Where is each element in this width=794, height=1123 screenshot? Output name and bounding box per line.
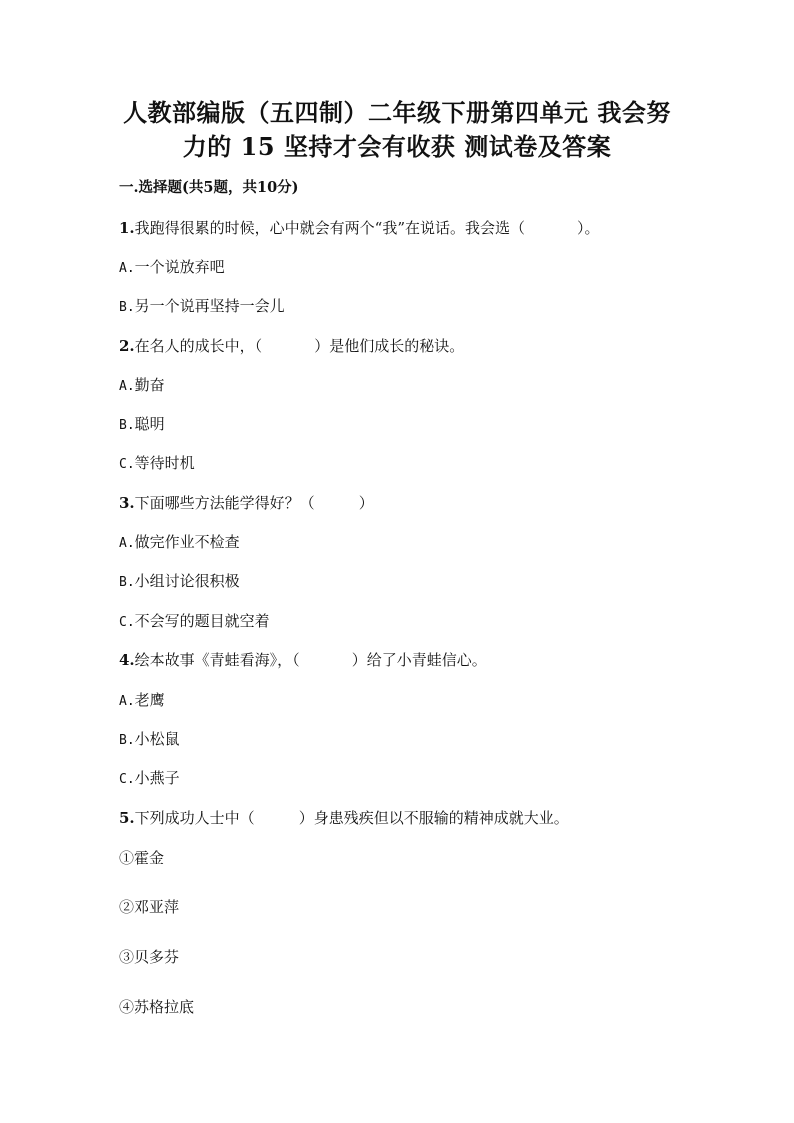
option-letter: B. — [119, 575, 135, 590]
option-text: 不会写的题目就空着 — [134, 612, 270, 630]
option-4c — [119, 768, 180, 790]
option-3b — [119, 571, 240, 593]
question-number: 4. — [119, 651, 135, 669]
option-letter: A. — [119, 694, 135, 709]
question-3 — [119, 493, 374, 513]
question-text: 下列成功人士中（ — [134, 809, 255, 827]
question-text: 我跑得很累的时候，心中就会有两个“我”在说话。我会选（ — [134, 219, 526, 237]
section-heading: 一.选择题(共5题，共10分) — [119, 179, 299, 196]
question-2 — [119, 336, 464, 356]
question-text: 下面哪些方法能学得好？（ — [134, 494, 315, 512]
question-number: 2. — [119, 337, 135, 355]
question-text-end: ）。 — [577, 219, 600, 237]
option-text: 聪明 — [134, 415, 165, 433]
question-4 — [119, 650, 487, 670]
option-text: 勤奋 — [134, 376, 165, 394]
question-text-end: ）是他们成长的秘诀。 — [314, 337, 465, 355]
question-text: 绘本故事《青蛙看海》，（ — [134, 651, 300, 669]
option-text: 小松鼠 — [134, 730, 180, 748]
option-text: 做完作业不检查 — [134, 533, 240, 551]
option-letter: B. — [119, 300, 135, 315]
option-letter: A. — [119, 536, 135, 551]
option-letter: B. — [119, 418, 135, 433]
option-letter: C. — [119, 615, 135, 630]
item-5-3: ③贝多芬 — [119, 948, 180, 966]
question-text-end: ）给了小青蛙信心。 — [351, 651, 487, 669]
option-letter: A. — [119, 379, 135, 394]
question-text-end: ） — [358, 494, 374, 512]
option-4b — [119, 729, 180, 751]
option-1b — [119, 296, 285, 318]
question-number: 5. — [119, 809, 135, 827]
question-number: 3. — [119, 494, 135, 512]
item-5-4: ④苏格拉底 — [119, 998, 195, 1016]
option-text: 一个说放弃吧 — [134, 258, 225, 276]
option-text: 老鹰 — [134, 691, 165, 709]
option-2c — [119, 453, 195, 475]
option-text: 等待时机 — [134, 454, 195, 472]
option-text: 另一个说再坚持一会儿 — [134, 297, 285, 315]
document-title-line-1: 人教部编版（五四制）二年级下册第四单元 我会努 — [123, 98, 671, 127]
option-text: 小组讨论很积极 — [134, 572, 240, 590]
question-5 — [119, 808, 569, 828]
question-text-end: ）身患残疾但以不服输的精神成就大业。 — [298, 809, 569, 827]
item-5-1: ①霍金 — [119, 849, 165, 867]
question-1 — [119, 218, 600, 238]
item-5-2: ②邓亚萍 — [119, 898, 180, 916]
option-2a — [119, 375, 165, 397]
option-3a — [119, 532, 240, 554]
option-3c — [119, 611, 270, 633]
option-1a — [119, 257, 225, 279]
document-title-line-2: 力的 15 坚持才会有收获 测试卷及答案 — [182, 132, 612, 161]
option-2b — [119, 414, 165, 436]
option-letter: A. — [119, 261, 135, 276]
option-4a — [119, 690, 165, 712]
option-letter: B. — [119, 733, 135, 748]
option-letter: C. — [119, 457, 135, 472]
question-text: 在名人的成长中，（ — [134, 337, 263, 355]
question-number: 1. — [119, 219, 135, 237]
option-text: 小燕子 — [134, 769, 180, 787]
option-letter: C. — [119, 772, 135, 787]
